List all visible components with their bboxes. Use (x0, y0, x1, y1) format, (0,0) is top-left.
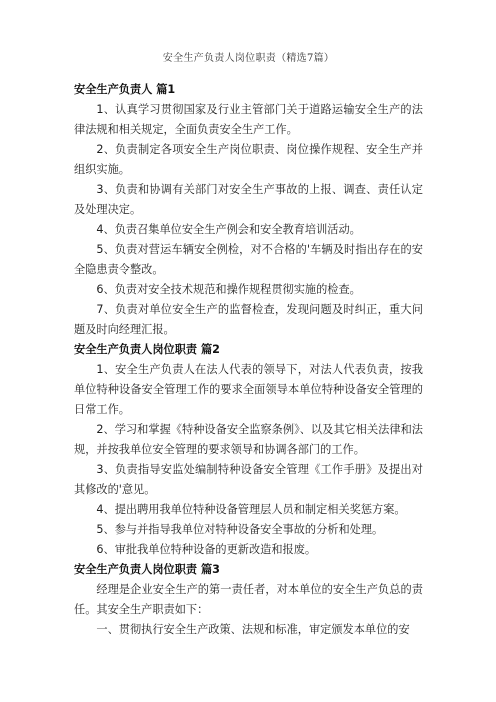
paragraph: 1、安全生产负责人在法人代表的领导下，对法人代表负责，按我单位特种设备安全管理工作的要求全面领导本单位特种设备安全管理的日常工作。 (74, 363, 423, 416)
paragraph: 5、参与并指导我单位对特种设备安全事故的分析和处理。 (96, 523, 384, 536)
section-heading: 安全生产负责人 篇1 (74, 83, 176, 96)
section-3 (74, 560, 423, 640)
section-2 (74, 340, 423, 560)
paragraph: 3、负责指导安监处编制特种设备安全管理《工作手册》及提出对其修改的'意见。 (74, 463, 423, 496)
paragraph: 5、负责对营运车辆安全例检，对不合格的'车辆及时指出存在的安全隐患责令整改。 (74, 243, 423, 276)
paragraph: 2、学习和掌握《特种设备安全监察条例》、以及其它相关法律和法规，并按我单位安全管理的要求领导和协调各部门的工作。 (74, 423, 423, 456)
paragraph: 6、审批我单位特种设备的更新改造和报废。 (96, 543, 317, 556)
paragraph: 经理是企业安全生产的第一责任者，对本单位的安全生产负总的责任。其安全生产职责如下： (74, 583, 423, 616)
paragraph: 6、负责对安全技术规范和操作规程贯彻实施的检查。 (96, 283, 361, 296)
paragraph: 4、负责召集单位安全生产例会和安全教育培训活动。 (96, 223, 361, 236)
paragraph: 一、贯彻执行安全生产政策、法规和标准，审定颁发本单位的安 (96, 623, 410, 636)
section-1 (74, 80, 423, 340)
paragraph: 1、认真学习贯彻国家及行业主管部门关于道路运输安全生产的法律法规和相关规定，全面负责安全生产工作。 (74, 103, 423, 136)
section-heading: 安全生产负责人岗位职责 篇2 (74, 343, 220, 356)
section-heading: 安全生产负责人岗位职责 篇3 (74, 563, 220, 576)
paragraph: 2、负责制定各项安全生产岗位职责、岗位操作规程、安全生产并组织实施。 (74, 143, 423, 176)
paragraph: 3、负责和协调有关部门对安全生产事故的上报、调查、责任认定及处理决定。 (74, 183, 423, 216)
paragraph: 7、负责对单位安全生产的监督检查，发现问题及时纠正，重大问题及时向经理汇报。 (74, 303, 423, 336)
paragraph: 4、提出聘用我单位特种设备管理层人员和制定相关奖惩方案。 (96, 503, 406, 516)
document-title: 安全生产负责人岗位职责（精选7篇） (162, 53, 335, 64)
